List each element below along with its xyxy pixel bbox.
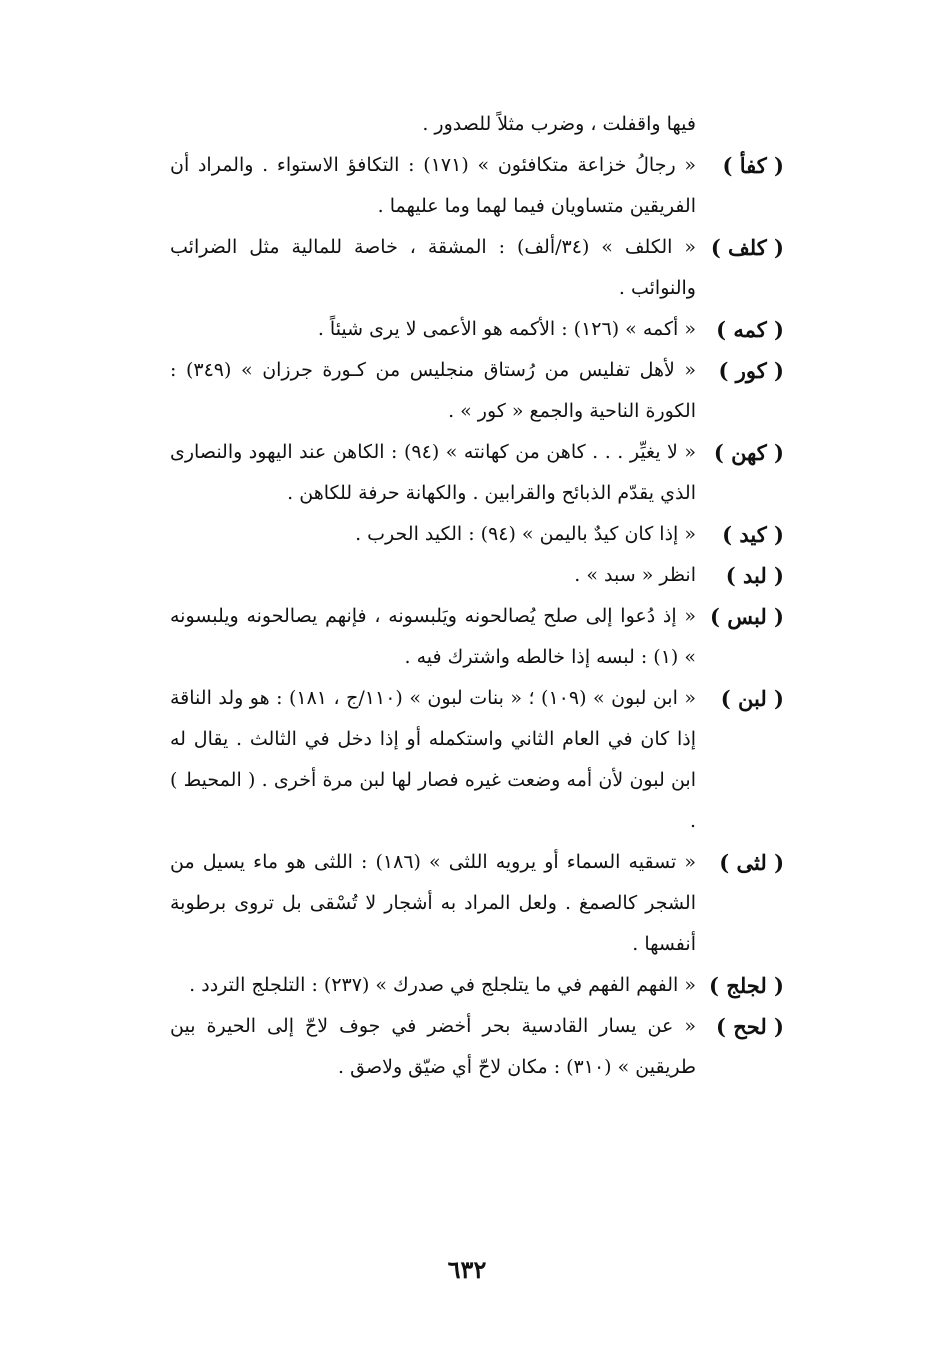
definition: « أكمه » (١٢٦) : الأكمه هو الأعمى لا يرى شيئاً . — [317, 318, 696, 340]
entry-kawr — [148, 350, 784, 432]
definition: « الكلف » (٣٤/ألف) : المشقة ، خاصة للمالية مثل الضرائب والنوائب . — [170, 236, 696, 299]
entry-lajlaj — [148, 965, 784, 1006]
entry-kayd — [148, 514, 784, 555]
headword: ( لبد ) — [725, 563, 784, 588]
entry-kahan — [148, 432, 784, 514]
headword: ( كمه ) — [716, 317, 784, 342]
headword: ( كهن ) — [713, 440, 784, 465]
entry-kalaf — [148, 227, 784, 309]
definition: « لأهل تفليس من رُستاق منجليس من كـورة جرزان » (٣٤٩) : الكورة الناحية والجمع « كور » . — [170, 359, 697, 422]
entry-lahah — [148, 1006, 784, 1088]
definition: انظر « سبد » . — [574, 564, 696, 586]
headword: ( لجلج ) — [709, 973, 784, 998]
entry-labad — [148, 555, 784, 596]
definition: « ابن لبون » (١٠٩) ؛ « بنات لبون » (١١٠/ج ، ١٨١) : هو ولد الناقة إذا كان في العام الثاني واستكمله أو إذا دخل في الثالث . يقال له ابن لبون لأن أمه وضعت غيره فصار لها لبن مرة أخرى . ( المحيط ) . — [170, 687, 696, 832]
definition: « عن يسار القادسية بحر أخضر في جوف لاحّ إلى الحيرة بين طريقين » (٣١٠) : مكان لاحّ أي ضيّق ولاصق . — [170, 1015, 696, 1078]
definition: « تسقيه السماء أو يرويه اللثى » (١٨٦) : اللثى هو ماء يسيل من الشجر كالصمغ . ولعل المراد به أشجار لا تُسْقى بل تروى برطوبة أنفسها . — [170, 851, 696, 955]
entry-kafa — [148, 145, 784, 227]
headword: ( كفأ ) — [722, 153, 784, 178]
definition: « رجالُ خزاعة متكافئون » (١٧١) : التكافؤ الاستواء . والمراد أن الفريقين متساويان فيما لهما وما عليهما . — [170, 154, 696, 217]
entry-labas — [148, 596, 784, 678]
headword: ( كور ) — [718, 358, 784, 383]
headword: ( لبس ) — [709, 604, 784, 629]
entry-laban — [148, 678, 784, 842]
entry-latha — [148, 842, 784, 965]
definition: « إذ دُعوا إلى صلح يُصالحونه ويَلبسونه ، فإنهم يصالحونه ويلبسونه » (١) : لبسه إذا خالطه واشترك فيه . — [170, 605, 696, 668]
headword: ( لثى ) — [719, 850, 784, 875]
continuation-text: فيها واقفلت ، وضرب مثلاً للصدور . — [422, 113, 696, 135]
entry-kamah — [148, 309, 784, 350]
headword: ( كلف ) — [710, 235, 784, 260]
definition: « الفهم الفهم في ما يتلجلج في صدرك » (٢٣٧) : التلجلج التردد . — [189, 974, 696, 996]
dictionary-page — [148, 104, 784, 1244]
headword: ( لحح ) — [715, 1014, 784, 1039]
definition: « إذا كان كيدٌ باليمن » (٩٤) : الكيد الحرب . — [355, 523, 696, 545]
definition: « لا يغيِّر . . . كاهن من كهانته » (٩٤) : الكاهن عند اليهود والنصارى الذي يقدّم الذبائح والقرابين . والكهانة حرفة للكاهن . — [170, 441, 696, 504]
continuation-entry — [148, 104, 784, 145]
headword: ( لبن ) — [720, 686, 784, 711]
page-number: ٦٣٢ — [447, 1255, 487, 1284]
headword: ( كيد ) — [722, 522, 784, 547]
